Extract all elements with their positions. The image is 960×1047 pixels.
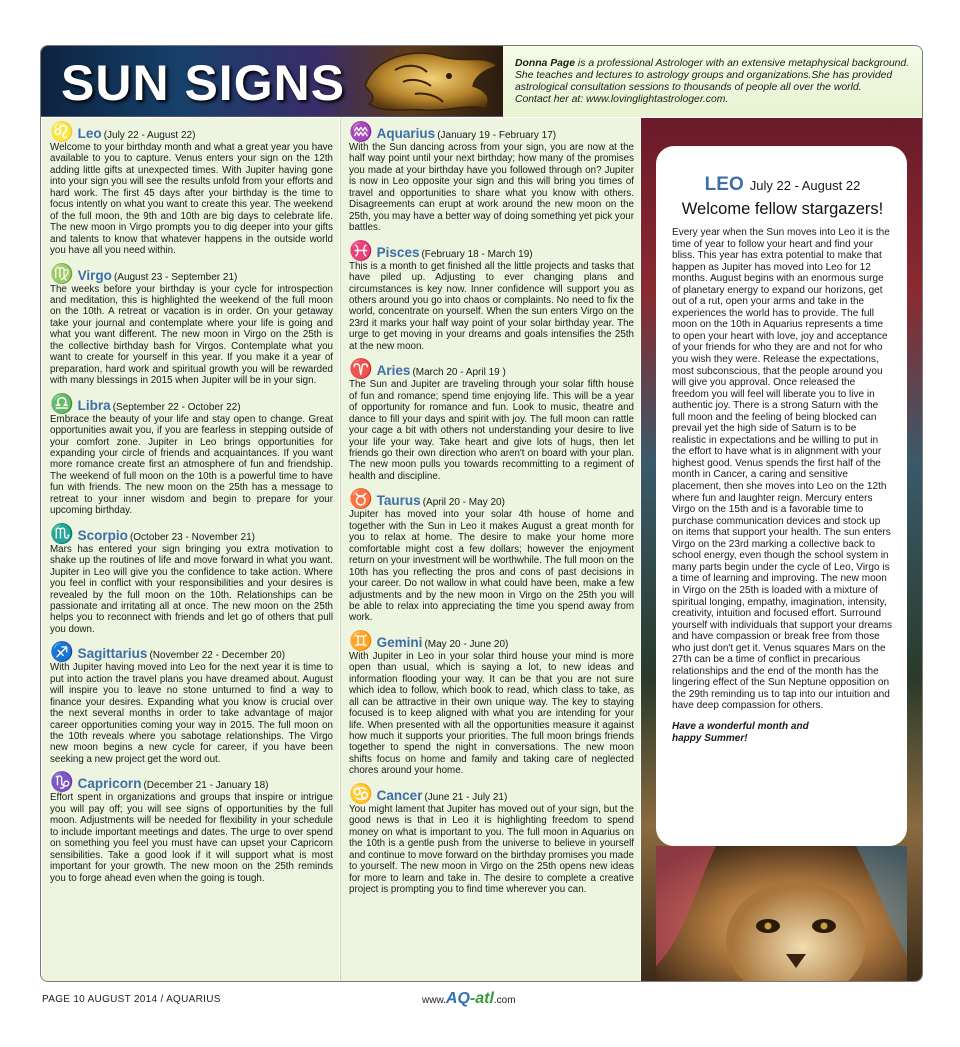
page-folio: PAGE 10 AUGUST 2014 / AQUARIUS: [42, 994, 221, 1005]
lion-emblem-icon: [345, 46, 503, 117]
sign-libra: [50, 395, 333, 517]
sign-pisces: [349, 242, 634, 353]
sign-text: Welcome to your birthday month and what a great year you have available to you to capture. Venus enters your sign on the 12th adding little gifts at unexpected times. With Jupiter having gone into your sign you will see the results unfold from your efforts and hard work. The first 45 days after your birthday is the time to focus intently on what you want to create this year. The weekend of the full moon, the 9th and 10th are big days to celebrate life. The new moon in Virgo prompts you to dig deeper into your gifts and talents to know that whatever happens in the outside world you have all you need within.: [50, 142, 333, 257]
sign-name: Pisces: [376, 244, 420, 260]
sign-name: Cancer: [376, 787, 423, 803]
sign-dates: (October 23 - November 21): [129, 531, 255, 543]
sign-text: You might lament that Jupiter has moved out of your sign, but the good news is that in Leo it is highlighting freedom to spend money on what is important to you. The full moon in Aquarius on the 10th is a gentle push from the universe to believe in yourself and continue to move forward on the birthday promises you made to yourself. The new moon in Virgo on the 25th opens new ideas for more to learn and take in. The desire to complete a creative project is prompting you to find time wherever you can.: [349, 803, 634, 896]
page-footer: [40, 992, 923, 1010]
sign-capricorn: [50, 773, 333, 884]
sign-text: The Sun and Jupiter are traveling through your solar fifth house of fun and romance; spend time enjoying life. This will be a year of opportunity for romance and fun. Look to music, theatre and dance to fill your days and spirit with joy. The full moon can rattle your cage a bit with others not understanding your desire to live your life your way. Take heart and give lots of hugs, then let friends go their own direction who aren't on board with your plan. The new moon pulls you towards recommitting to a regiment of health and discipline.: [349, 379, 634, 482]
signoff-line-1: Have a wonderful month and: [672, 720, 809, 732]
sagittarius-glyph-icon: ♐: [50, 642, 74, 664]
page-title: SUN SIGNS: [61, 55, 346, 111]
aq-logo: [446, 990, 494, 1007]
sign-text: Jupiter has moved into your solar 4th house of home and together with the Sun in Leo it makes August a great month for you to relax at home. The desire to make your home more comfortable might cost a few dollars; however the enjoyment return on your investment will be worthwhile. The full moon on the 10th has you reflecting the pros and cons of past decisions in your career. Do not wallow in what could have been, make a few adjustments and by the new moon in Virgo on the 25th you will be able to relax into appreciating the time you spend away from work.: [349, 509, 634, 624]
signoff-line-2: happy Summer!: [672, 732, 748, 744]
author-bio: is a professional Astrologer with an extensive metaphysical background. She teaches and lectures to astrology groups and organizations.She has provided astrological consultation sessions to thousands of people all over the world.: [515, 58, 910, 93]
sign-dates: (April 20 - May 20): [422, 497, 505, 509]
lion-face-image: [656, 846, 907, 982]
sign-text: The weeks before your birthday is your cycle for introspection and meditation, this is highlighted the weekend of the full moon on the 10th. A retreat or vacation is in order. On your getaway take your journal and contemplate where your life is going and what you want different. The new moon in Virgo on the 25th is the collective birthday bash for Virgos. Contemplate what you want to create for yourself in this year. If you make it a year of preparation, hard work and spiritual growth you will be rewarded with many blessings in 2015 when Jupiter will be in your sign.: [50, 283, 333, 387]
author-name: Donna Page: [515, 58, 576, 69]
sign-virgo: [50, 265, 333, 387]
sign-aries: [349, 360, 634, 482]
leo-glyph-icon: ♌: [50, 122, 74, 143]
left-column: [42, 118, 339, 982]
sign-leo: [50, 123, 333, 257]
feature-body: Every year when the Sun moves into Leo it is the time of year to follow your heart and find your bliss. This year has extra potential to make that happen as Jupiter has moved into Leo for 12 months. August begins with an enormous surge of planetary energy to expand our horizons, get out of a rut, open your arms and take in the experiences the world has to provide. The full moon on the 10th in Aquarius represents a time to open your heart with love, joy and acceptance of your friends for who they are and not for who you wish they were. Release the expectations, most subconscious, that the people around you will give you approval. Once released the freedom you will feel will liberate you to live in authentic joy. There is a strong Saturn with the full moon and the feeling of being blocked can prevail yet the high side of Saturn is to be realistic in expectations and be willing to put in the effort to have what is in alignment with your highest good. Venus spends the first half of the month in Cancer, a caring and sensitive placement, then she moves into Leo on the 12th where fun and laughter reign. Mercury enters Virgo on the 15th and is a favorable time to purchase communication devices and stock up on items that support your health. The sun enters Virgo on the 23rd marking a collective back to school energy, even though the school system in many parts begin under the cycle of Leo, Virgo is a time of learning and improving. The new moon in Virgo on the 25th is loaded with a mixture of spiritual longing, empathy, imagination, intensity, creativity, intuition and focused effort. Surround yourself with individuals that support your dreams and have compassion or break free from those who just don't get it. Venus squares Mars on the 27th can be a time of conflict in precarious relationships and the end of the month has the lingering effect of the Sun Neptune opposition on the 29th reminding us to tap into our intuition and have deep compassion for others.: [672, 227, 893, 712]
gemini-glyph-icon: ♊: [349, 630, 373, 652]
sign-dates: (August 23 - September 21): [113, 271, 238, 283]
sign-text: Effort spent in organizations and groups that inspire or intrigue you will pay off; you will see signs of opportunities by the full moon. Adjustments will be needed for flexibility in your schedule to include important meetings and dates. The urge to over spend on something you feel you must have can upset your Capricorn sensibilities. Take a good look if it will support what is most important for your growth. The new moon on the 25th reminds you to forge ahead even when the going is tough.: [50, 792, 333, 884]
sign-dates: (September 22 - October 22): [112, 401, 241, 413]
capricorn-glyph-icon: ♑: [50, 772, 74, 794]
sign-aquarius: [349, 123, 634, 234]
sign-text: With Jupiter having moved into Leo for the next year it is time to put into action the travel plans you have dreamed about. August will inspire you to leave no stone unturned to find a way to finance your desires. Expanding what you know is crucial over the next several months in order to take advantage of major career opportunities coming your way in 2015. The full moon on the 10th reveals where you sabotage relationships. The Virgo new moon begins a new cycle for career, if you have been seeking a new project get the word out.: [50, 662, 333, 765]
sign-dates: (March 20 - April 19 ): [412, 367, 506, 379]
sign-name: Scorpio: [77, 527, 128, 543]
pisces-glyph-icon: ♓: [349, 240, 373, 262]
sign-dates: (June 21 - July 21): [424, 791, 508, 803]
virgo-glyph-icon: ♍: [50, 263, 74, 285]
logo-atl: -atl: [469, 990, 494, 1007]
sign-dates: (November 22 - December 20): [149, 650, 286, 662]
sign-dates: (May 20 - June 20): [424, 638, 509, 650]
taurus-glyph-icon: ♉: [349, 489, 373, 511]
sign-name: Aquarius: [376, 126, 436, 141]
sign-dates: (December 21 - January 18): [143, 780, 269, 792]
sign-dates: (January 19 - February 17): [437, 130, 557, 141]
sign-text: This is a month to get finished all the little projects and tasks that have piled up. Adjusting to ever changing plans and circumstances is key now. Inner confidence will support you as others around you go into chaos or complaints. No need to fix the world, concentrate on yourself. When the sun enters Virgo on the 23rd it marks your half way point of your solar birthday year. The urge to get moving in your dreams and goals intensifies the 25th at the new moon.: [349, 260, 634, 352]
sign-name: Leo: [77, 126, 102, 141]
sign-text: Embrace the beauty of your life and stay open to change. Great opportunities await you, if you are fearless in stepping outside of your comfort zone. Jupiter in Leo brings opportunities for expanding your circle of friends and acquaintances. If you want more romance create first an atmosphere of fun and friendship. The weekend of full moon on the 10th is a powerful time to have fun with friends. The new moon on the 25th has a message to retreat to your inner wisdom and begin to prepare for your upcoming birthday.: [50, 413, 333, 517]
aries-glyph-icon: ♈: [349, 359, 373, 381]
website-link[interactable]: [422, 990, 516, 1008]
leo-feature-card: [656, 146, 907, 846]
feature-dates: July 22 - August 22: [749, 178, 861, 193]
sign-name: Virgo: [77, 267, 112, 283]
sign-sagittarius: [50, 643, 333, 765]
feature-heading: [672, 174, 893, 196]
sign-text: Mars has entered your sign bringing you extra motivation to shake up the routines of life and move forward in what you want. Jupiter in Leo will give you the confidence to take action. Where you feel in conflict with your responsibilities and your desires is revealed by the full moon on the 10th. Relationships can be passionate and irritating all at once. The new moon on the 25th helps you to reconnect with friends and let go of others that pull you down.: [50, 543, 333, 635]
sign-name: Libra: [77, 397, 111, 413]
sign-name: Gemini: [376, 634, 423, 650]
sign-text: With Jupiter in Leo in your solar third house your mind is more open than usual, which is saying a lot, to new ideas and information flooding your way. It can be that you are not sure which idea to follow, which book to read, which class to take, as all can be attractive in their own unique way. The key to staying focused is to keep aligned with what you are intending for your life. When presented with all the opportunities measure it against how much it supports your priorities. The full moon brings friends together to spend the night in conversations. The new moon shifts focus on home and family and taking care of neglected chores around your home.: [349, 650, 634, 777]
sun-signs-banner: [41, 46, 503, 117]
author-blurb: [503, 46, 922, 117]
aquarius-glyph-icon: ♒: [349, 122, 373, 143]
feature-sign-name: LEO: [704, 174, 744, 195]
sign-scorpio: [50, 525, 333, 636]
sign-name: Aries: [376, 363, 411, 379]
sign-dates: (July 22 - August 22): [103, 130, 196, 141]
feature-signoff: [672, 721, 893, 745]
site-prefix: www.: [422, 995, 446, 1006]
cancer-glyph-icon: ♋: [349, 783, 373, 805]
libra-glyph-icon: ♎: [50, 393, 74, 415]
sign-taurus: [349, 490, 634, 624]
author-contact: Contact her at: www.lovinglightastrologer.com.: [515, 94, 729, 105]
sign-name: Sagittarius: [77, 646, 148, 662]
sign-name: Taurus: [376, 493, 421, 509]
scorpio-glyph-icon: ♏: [50, 523, 74, 545]
sign-dates: (February 18 - March 19): [421, 248, 533, 260]
right-column: [641, 118, 923, 982]
sign-name: Capricorn: [77, 776, 142, 792]
feature-welcome: Welcome fellow stargazers!: [681, 200, 884, 218]
logo-aq: AQ: [445, 990, 470, 1007]
middle-column: [340, 118, 640, 982]
sign-gemini: [349, 632, 634, 777]
page-frame: [40, 45, 923, 982]
sign-cancer: [349, 785, 634, 896]
site-suffix: .com: [493, 995, 516, 1006]
sign-text: With the Sun dancing across from your sign, you are now at the half way point until your next birthday; how many of the promises you made at your birthday have you followed through on? Jupiter is now in Leo opposite your sign and this will bring you times of travel and opportunities to share what you know with others. Disagreements can erupt at work around the new moon on the 25th, you may have a better way of doing something yet pick your battles.: [349, 142, 634, 234]
